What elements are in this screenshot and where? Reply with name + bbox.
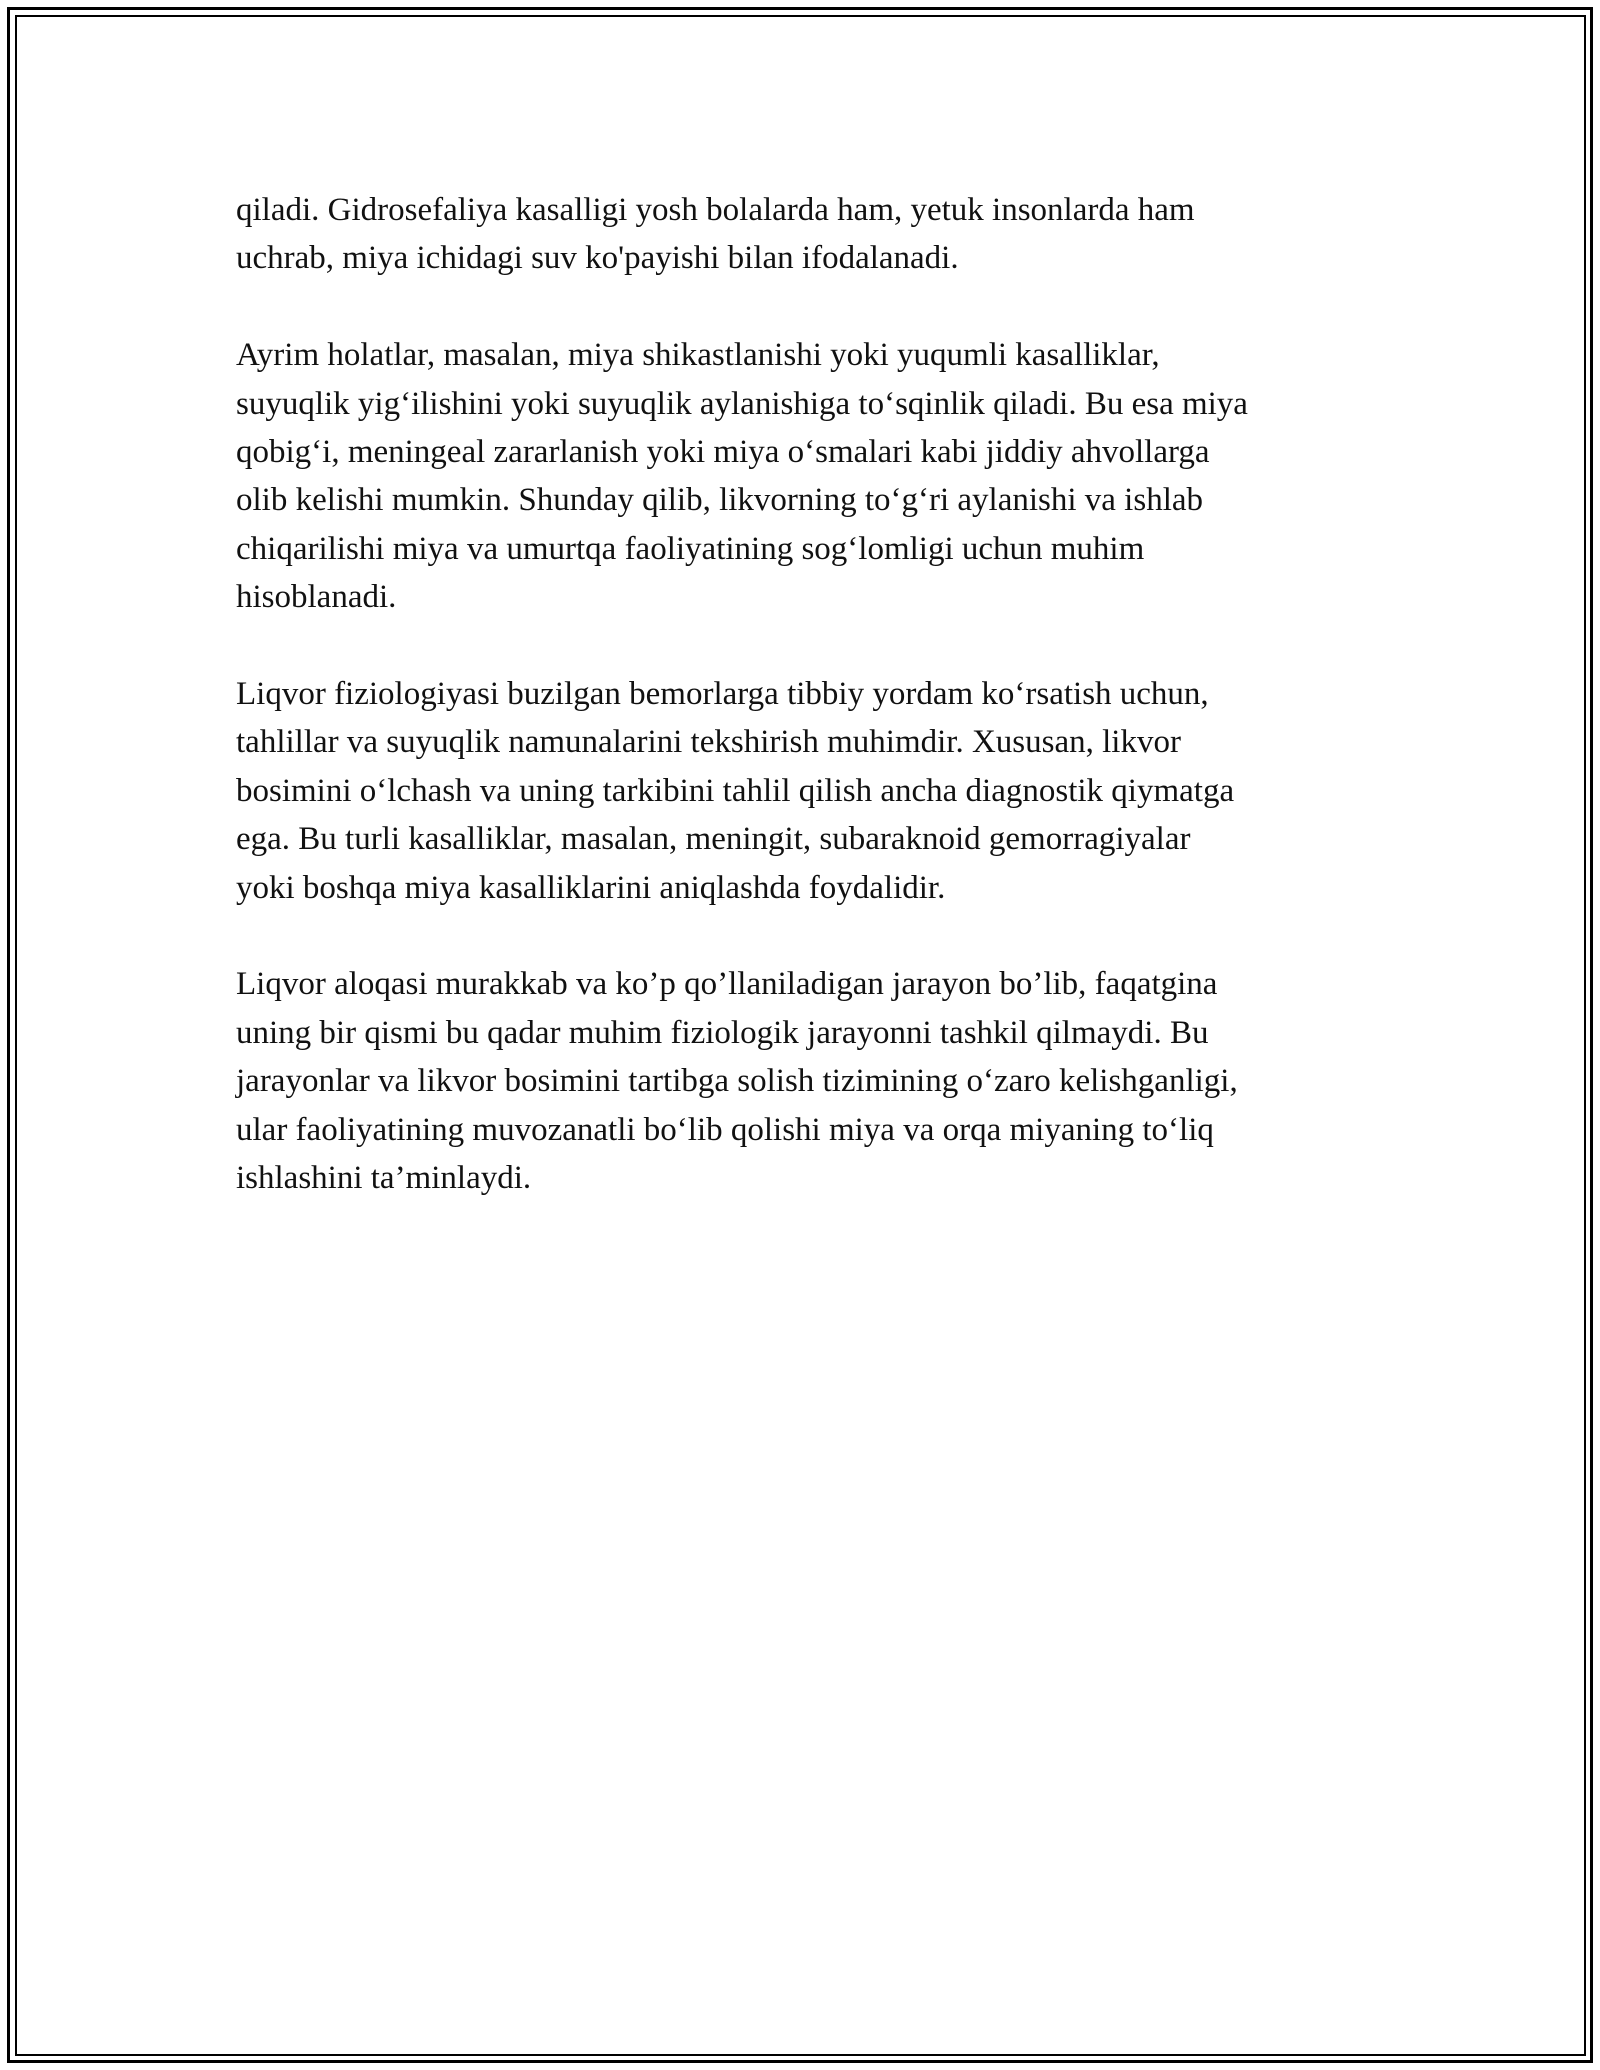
paragraph-4 [236, 960, 1386, 1202]
text-line: yoki boshqa miya kasalliklarini aniqlashda foydalidir. [236, 869, 946, 906]
text-line: qobig‘i, meningeal zararlanish yoki miya o‘smalari kabi jiddiy ahvollarga [236, 434, 1210, 471]
paragraph-3 [236, 670, 1386, 912]
text-line: hisoblanadi. [236, 579, 397, 616]
text-line: suyuqlik yig‘ilishini yoki suyuqlik aylanishiga to‘sqinlik qiladi. Bu esa miya [236, 385, 1248, 422]
text-line: bosimini o‘lchash va uning tarkibini tahlil qilish ancha diagnostik qiymatga [236, 772, 1235, 809]
text-line: ishlashini ta’minlaydi. [236, 1160, 532, 1197]
text-line: qiladi. Gidrosefaliya kasalligi yosh bolalarda ham, yetuk insonlarda ham [236, 192, 1195, 228]
text-line: Ayrim holatlar, masalan, miya shikastlanishi yoki yuqumli kasalliklar, [236, 337, 1160, 374]
paragraph-2 [236, 331, 1386, 621]
text-line: ular faoliyatining muvozanatli bo‘lib qolishi miya va orqa miyaning to‘liq [236, 1111, 1214, 1148]
text-line: olib kelishi mumkin. Shunday qilib, likvorning to‘g‘ri aylanishi va ishlab [236, 482, 1204, 519]
text-line: uchrab, miya ichidagi suv ko'payishi bilan ifodalanadi. [236, 240, 959, 277]
text-line: jarayonlar va likvor bosimini tartibga solish tizimining o‘zaro kelishganligi, [236, 1063, 1238, 1100]
text-line: chiqarilishi miya va umurtqa faoliyatining sog‘lomligi uchun muhim [236, 530, 1145, 567]
document-body [236, 186, 1386, 1251]
text-line: Liqvor fiziologiyasi buzilgan bemorlarga tibbiy yordam ko‘rsatish uchun, [236, 676, 1209, 713]
paragraph-1 [236, 186, 1386, 283]
text-line: uning bir qismi bu qadar muhim fiziologik jarayonni tashkil qilmaydi. Bu [236, 1014, 1209, 1051]
text-line: ega. Bu turli kasalliklar, masalan, meningit, subaraknoid gemorragiyalar [236, 821, 1191, 858]
text-line: tahlillar va suyuqlik namunalarini tekshirish muhimdir. Xususan, likvor [236, 724, 1181, 761]
text-line: Liqvor aloqasi murakkab va ko’p qo’llaniladigan jarayon bo’lib, faqatgina [236, 966, 1218, 1003]
